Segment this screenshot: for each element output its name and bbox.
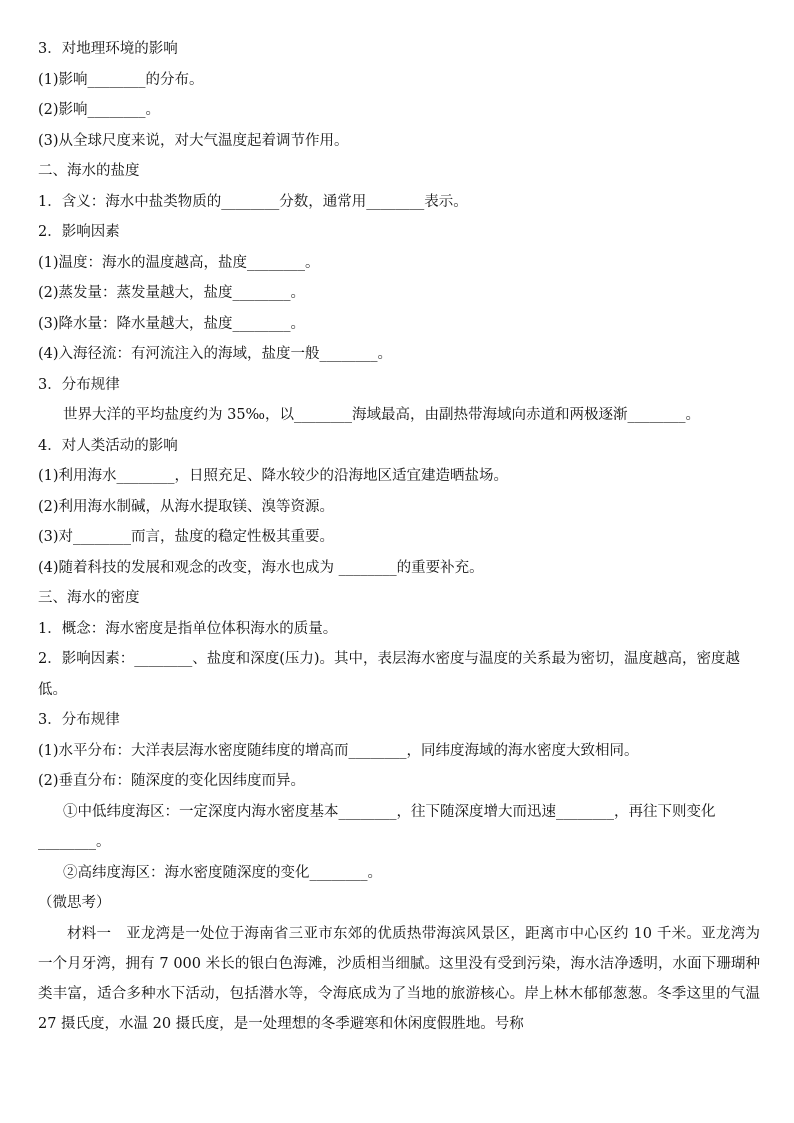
subheading-factors: 2．影响因素 (38, 224, 120, 240)
document-body (38, 34, 760, 1039)
text-line: (2)蒸发量：蒸发量越大，盐度________。 (38, 285, 306, 301)
text-line: (4)入海径流：有河流注入的海域，盐度一般________。 (38, 346, 393, 362)
paragraph: ①中低纬度海区：一定深度内海水密度基本________，往下随深度增大而迅速________，再往下则变化________。 (38, 803, 716, 850)
text-line: (2)影响________。 (38, 102, 161, 118)
subheading-density-distribution: 3．分布规律 (38, 712, 120, 728)
text-line: 1．含义：海水中盐类物质的________分数，通常用________表示。 (38, 193, 468, 210)
heading-geo-environment: 3．对地理环境的影响 (38, 41, 178, 57)
section-heading-density: 三、海水的密度 (38, 590, 140, 606)
text-line: (3)对________而言，盐度的稳定性极其重要。 (38, 529, 335, 545)
text-line: (1)水平分布：大洋表层海水密度随纬度的增高而________，同纬度海域的海水密度大致相同。 (38, 742, 639, 759)
text-line: (3)从全球尺度来说，对大气温度起着调节作用。 (38, 132, 349, 149)
text-line: (2)垂直分布：随深度的变化因纬度而异。 (38, 773, 306, 789)
text-line: ②高纬度海区：海水密度随深度的变化________。 (63, 864, 382, 881)
text-line: (1)影响________的分布。 (38, 71, 204, 88)
text-line: 1．概念：海水密度是指单位体积海水的质量。 (38, 620, 338, 637)
subheading-distribution: 3．分布规律 (38, 376, 120, 393)
section-heading-salinity: 二、海水的盐度 (38, 163, 140, 179)
text-line: (1)温度：海水的温度越高，盐度________。 (38, 254, 320, 271)
paragraph: 2．影响因素：________、盐度和深度(压力)。其中，表层海水密度与温度的关系最为密切，温度越高，密度越低。 (38, 651, 741, 698)
subheading-human-impact: 4．对人类活动的影响 (38, 437, 178, 454)
text-line: (4)随着科技的发展和观念的改变，海水也成为 ________的重要补充。 (38, 559, 484, 576)
text-line: (1)利用海水________，日照充足、降水较少的沿海地区适宜建造晒盐场。 (38, 468, 509, 484)
label-think: （微思考） (38, 895, 111, 911)
text-line: (3)降水量：降水量越大，盐度________。 (38, 315, 306, 332)
text-line: 世界大洋的平均盐度约为 35‰，以________海域最高，由副热带海域向赤道和两极逐渐________。 (63, 407, 701, 423)
material-paragraph: 材料一 亚龙湾是一处位于海南省三亚市东郊的优质热带海滨风景区，距离市中心区约 10 千米。亚龙湾为一个月牙湾，拥有 7 000 米长的银白色海滩，沙质相当细腻。这里没有受到污染，海水洁净透明，水面下珊瑚种类丰富，适合多种水下活动，包括潜水等，令海底成为了当地的旅游核心。岸上林木郁郁葱葱。冬季这里的气温 27 摄氏度，水温 20 摄氏度，是一处理想的冬季避寒和休闲度假胜地。号称 (38, 925, 760, 1032)
text-line: (2)利用海水制碱，从海水提取镁、溴等资源。 (38, 498, 335, 515)
